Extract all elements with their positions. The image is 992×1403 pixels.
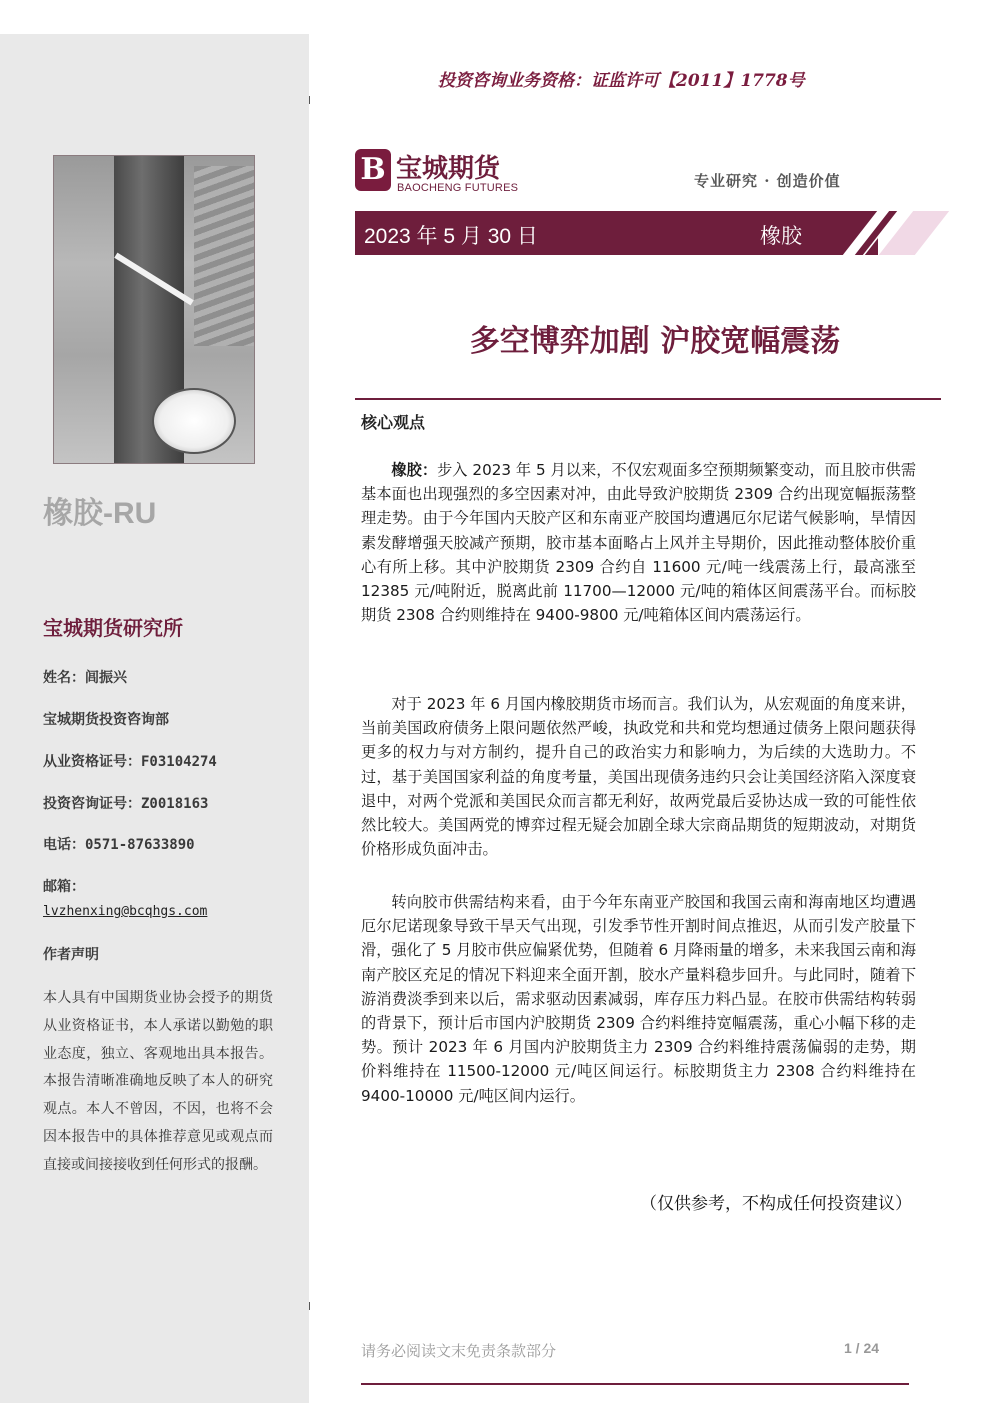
margin-tick (309, 1302, 310, 1310)
paragraph-2 (361, 692, 916, 861)
disclaimer: （仅供参考，不构成任何投资建议） (640, 1194, 912, 1214)
report-date: 2023 年 5 月 30 日 (364, 225, 538, 248)
email-link[interactable]: lvzhenxing@bcqhgs.com (43, 904, 208, 919)
paragraph-3-text: 转向胶市供需结构来看，由于今年东南亚产胶国和我国云南和海南地区均遭遇厄尔尼诺现象导致干旱天气出现，引发季节性开割时间点推迟，从而引发产胶量下滑，强化了 5 月胶市供应偏紧优势，但随着 6 月降雨量的增多，未来我国云南和海南产胶区充足的情况下料迎来全面开割，胶水产量料稳步回升。与此同时，随着下游消费淡季到来以后，需求驱动因素减弱，库存压力料凸显。在胶市供需结构转弱的背景下，预计后市国内沪胶期货 2309 合约料维持宽幅震荡，重心小幅下移的走势。预计 2023 年 6 月国内沪胶期货主力 2309 合约料维持震荡偏弱的走势，期价料维持在 11500-12000 元/吨区间运行。标胶期货主力 2308 合约料维持在 9400-10000 元/吨区间内运行。 (361, 893, 917, 1105)
company-logo-en: BAOCHENG FUTURES (397, 182, 519, 194)
email-label: 邮箱： (43, 879, 85, 895)
footer-divider (361, 1383, 909, 1385)
logo-mark: B (360, 152, 386, 187)
declaration-title: 作者声明 (43, 947, 99, 963)
foliage-shape (194, 166, 254, 346)
license-number: 从业资格证号：F03104274 (43, 754, 217, 770)
headline: 多空博弈加剧 沪胶宽幅震荡 (469, 324, 841, 359)
paragraph-3 (361, 890, 916, 1108)
latex-cup-shape (152, 388, 236, 454)
company-logo-cn: 宝城期货 (396, 154, 501, 184)
declaration-text: 本人具有中国期货业协会授予的期货从业资格证书，本人承诺以勤勉的职业态度，独立、客观地出具本报告。本报告清晰准确地反映了本人的研究观点。本人不曾因，不因，也将不会因本报告中的具体推荐意见或观点而直接或间接接收到任何形式的报酬。 (43, 990, 273, 1173)
margin-tick (309, 96, 310, 104)
report-category: 橡胶 (760, 224, 802, 248)
qualification-line: 投资咨询业务资格：证监许可【2011】1778号 (438, 71, 805, 91)
consult-number: 投资咨询证号：Z0018163 (43, 796, 209, 812)
sidebar-title: 橡胶-RU (43, 497, 157, 530)
paragraph-2-text: 对于 2023 年 6 月国内橡胶期货市场而言。我们认为，从宏观面的角度来讲，当前美国政府债务上限问题依然严峻，执政党和共和党均想通过债务上限问题获得更多的权力与对方制约，提升自己的政治实力和影响力，为后续的大选助力。不过，基于美国国家利益的角度考量，美国出现债务违约只会让美国经济陷入深度衰退中，对两个党派和美国民众而言都无利好，故两党最后妥协达成一致的可能性依然比较大。美国两党的博弈过程无疑会加剧全球大宗商品期货的短期波动，对期货价格形成负面冲击。 (361, 695, 916, 859)
company-logo-icon (355, 149, 391, 191)
paragraph-1-text: 步入 2023 年 5 月以来，不仅宏观面多空预期频繁变动，而且胶市供需基本面也出现强烈的多空因素对冲，由此导致沪胶期货 2309 合约出现宽幅振荡整理走势。由于今年国内天胶产区和东南亚产胶国均遭遇厄尔尼诺气候影响，旱情因素发酵增强天胶减产预期，胶市基本面略占上风并主导期价，因此推动整体胶价重心有所上移。其中沪胶期货 2309 合约自 11600 元/吨一线震荡上行，最高涨至 12385 元/吨附近，脱离此前 11700—12000 元/吨的箱体区间震荡平台。而标胶期货 2308 合约则维持在 9400-9800 元/吨箱体区间内震荡运行。 (361, 461, 917, 625)
analyst-name: 姓名：闾振兴 (43, 670, 127, 686)
phone-number: 电话：0571-87633890 (43, 837, 195, 853)
page-number: 1 / 24 (844, 1340, 880, 1356)
lead-label: 橡胶： (391, 461, 438, 479)
footer-notice: 请务必阅读文末免责条款部分 (361, 1342, 557, 1360)
rubber-tree-photo (53, 155, 255, 464)
divider (355, 398, 941, 400)
institute-name: 宝城期货研究所 (43, 616, 183, 640)
core-view-title: 核心观点 (361, 413, 426, 432)
paragraph-1 (361, 458, 916, 627)
department: 宝城期货投资咨询部 (43, 712, 169, 728)
slogan: 专业研究 · 创造价值 (694, 172, 841, 190)
